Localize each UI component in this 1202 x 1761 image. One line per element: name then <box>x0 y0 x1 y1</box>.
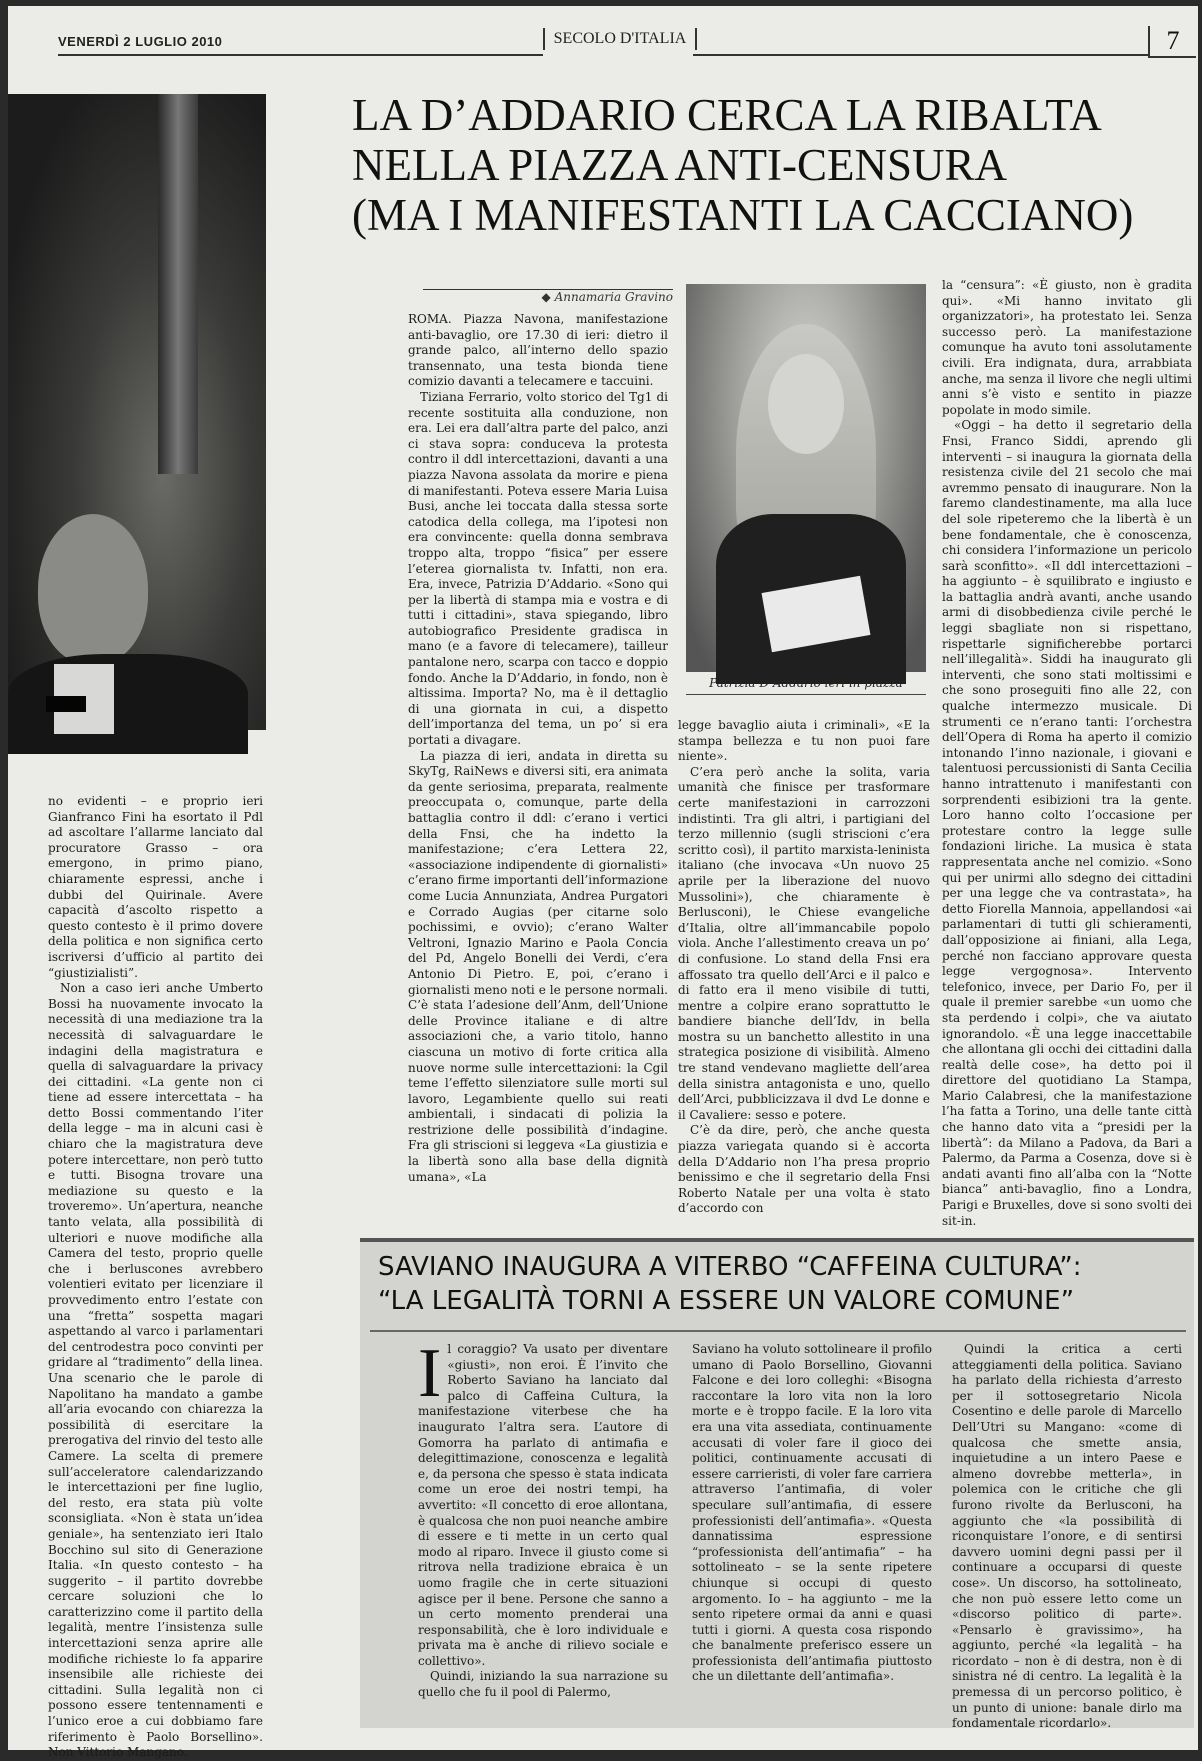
article-column-2 <box>678 718 930 1217</box>
paragraph: «Oggi – ha detto il segretario della Fnsi, Franco Siddi, aprendo gli interventi – si inaugura la giornata della resistenza civile del 21 secolo che mai avremmo pensato di inaugurare. Non la faremo clandestinamente, ma alla luce del sole ripeteremo che la libertà è un bene fondamentale, che è conoscenza, chi considera l’informazione un pericolo sarà sconfitto». «Il ddl intercettazioni – ha aggiunto – è squilibrato e ingiusto e la battaglia andrà avanti, anche usando armi di disobbedienza civile perché le leggi sbagliate non si rispettano, rispettarle significherebbe portarci nell’illegalità». Siddi ha inaugurato gli interventi, che sono stati moltissimi e che sono proseguiti fino alle 22, con qualche intermezzo musicale. Di strumenti ce n’erano tanti: l’orchestra dell’Opera di Roma ha aperto il comizio intonando l’inno nazionale, i giovani e talentuosi percussionisti di Santa Cecilia hanno intrattenuto i manifestanti con sorprendenti esibizioni tra la gente. Loro hanno colto l’occasione per protestare contro la legge sulle fondazioni liriche. La musica è stata rappresentata anche nel comizio. «Sono qui per unirmi allo sdegno dei cittadini per una legge che va contrastata», ha detto Fiorella Mannoia, appellandosi «ai parlamentari di tutti gli schieramenti, dall’opposizione ai finiani, alla Lega, perché non facciano approvare questa legge vergognosa». Intervento telefonico, invece, per Dario Fo, per il quale il premier sarebbe «un uomo che sta perdendo i colpi», che va aiutato ignorandolo. «È una legge inaccettabile che allontana gli occhi dei cittadini dalla realtà delle cose», ha detto poi il direttore del quotidiano La Stampa, Mario Calabresi, che la manifestazione l’ha fatta a Torino, una delle tante città che hanno dato vita a “presidi per la libertà”: da Milano a Padova, da Bari a Palermo, da Parma a Cosenza, dove si è andati avanti fino all’alba con la “Notte bianca” anti-bavaglio, fino a Londra, Parigi e Bruxelles, dove si sono svolti dei sit-in. <box>942 418 1192 1228</box>
paragraph: Saviano ha voluto sottolineare il profilo umano di Paolo Borsellino, Giovanni Falcone e dei loro colleghi: «Bisogna raccontare la loro vita non la loro morte e è troppo facile. E la loro vita era una vita assediata, continuamente accusati di voler fare il gioco dei politici, continuamente accusati di essere carrieristi, di voler fare carriera attraverso l’antimafia, di voler speculare sull’antimafia, di essere professionisti dell’antimafia». «Questa dannatissima espressione “professionista dell’antimafia” – ha sottolineato – se la sente ripetere chiunque si occupi di questo argomento. Io – ha aggiunto – me la sento ripetere ormai da anni e quasi tutti i giorni. A questa cosa rispondo che banalmente preferisco essere un professionista dell’antimafia piuttosto che un dilettante dell’antimafia». <box>692 1342 932 1684</box>
issue-date: VENERDÌ 2 LUGLIO 2010 <box>58 34 223 49</box>
paragraph: Quindi, iniziando la sua narrazione su quello che fu il pool di Palermo, <box>418 1669 668 1700</box>
side-article-column <box>48 794 263 1761</box>
box-column-1 <box>418 1335 668 1701</box>
newspaper-page <box>8 6 1198 1760</box>
paragraph: Quindi la critica a certi atteggiamenti della politica. Saviano ha parlato della richiesta d’arresto per il sottosegretario Nicola Cosentino e delle parole di Marcello Dell’Utri su Mangano: «come di qualcosa che smette ansia, inquietudine a un intero Paese e almeno dovrebbe metterla», in polemica con le critiche che gli furono rivolte da Berlusconi, ha aggiunto che «la possibilità di riconquistare l’onore, e di sentirsi davvero uomini degni passi per il continuare a occuparsi di queste cose». Un discorso, ha sottolineato, che non può essere letto come un «discorso politico di parte». «Pensarlo è gravissimo», ha aggiunto, perché «la legalità – ha ricordato – non è di destra, non è di sinistra né di centro. La legalità è la premessa di un percorso politico, è un punto di unione: banale dirlo ma fondamentale ricordarlo». <box>952 1342 1182 1731</box>
paragraph: Tiziana Ferrario, volto storico del Tg1 di recente sostituita alla conduzione, non era. Lei era dall’altra parte del palco, anzi ci stava sopra: conduceva la protesta contro il ddl intercettazioni, davanti a una piazza Navona assolata da morire e piena di manifestanti. Poteva essere Maria Luisa Busi, anche lei toccata dalla stessa sorte catodica della collega, ma l’ipotesi non era convincente: quella donna sembrava troppo alta, troppo “fisica” per essere l’eterea giornalista tv. Infatti, non era. Era, invece, Patrizia D’Addario. «Sono qui per la libertà di stampa mia e vostra e di tutti i cittadini», stava spiegando, libro autobiografico Presidente gradisca in mano (e a favore di telecamere), tailleur pantalone nero, scarpa con tacco e doppio fondo. Anche la D’Addario, in fondo, non è altissima. Importa? No, ma è il dettaglio di una giornata in cui, a dispetto dell’importanza del tema, un po’ si era portati a divagare. <box>408 389 668 748</box>
box-rule <box>370 1330 1186 1332</box>
paragraph: la “censura”: «È giusto, non è gradita qui». «Mi hanno invitato gli organizzatori», ha protestato lei. Senza successo però. La manifestazione comunque ha avuto toni assolutamente civili. Era indignata, dura, arrabbiata anche, ma senza il livore che negli ultimi anni s’è visto e sentito in piazze popolate in modo simile. <box>942 278 1192 417</box>
article-headline <box>352 90 1192 240</box>
patrizia-daddario-photo <box>686 284 926 672</box>
box-headline <box>378 1250 1178 1318</box>
paragraph: no evidenti – e proprio ieri Gianfranco Fini ha esortato il Pdl ad ascoltare l’allarme lanciato dal procuratore Grasso – ora emergono, in primo piano, chiaramente espressi, anche i dubbi del Quirinale. Avere capacità d’ascolto rispetto a questo contesto è il primo dovere della politica e non significa certo iscriversi d’ufficio al partito dei “giustizialisti”. <box>48 794 263 980</box>
paragraph: C’era però anche la solita, varia umanità che finisce per trasformare certe manifestazioni in carrozzoni indistinti. Tra gli altri, i partigiani del terzo millennio (sugli striscioni c’era scritto così), il partito marxista-leninista italiano (che invocava «Un nuovo 25 aprile per la liberazione del nuovo Mussolini»), che chiaramente è Berlusconi), le Chiese evangeliche d’Italia, oltre all’immancabile popolo viola. Anche l’allestimento creava un po’ di confusione. Lo stand della Fnsi era affossato tra quello dell’Arci e il palco e di fatto era il meno visibile di tutti, mentre a colpire erano soprattutto le bandiere bianche dell’Idv, in bella mostra su un banchetto allestito in una strategica posizione di visibilità. Almeno tre stand vendevano magliette dell’area della sinistra antagonista e uno, quello dell’Arci, pubblicizzava il dvd Le donne e il Cavaliere: sesso e potere. <box>678 764 930 1122</box>
article-column-1 <box>408 312 668 1185</box>
photo-caption: Patrizia D’Addario ieri in piazza <box>686 676 926 695</box>
dropcap: I <box>418 1335 442 1412</box>
paragraph: legge bavaglio aiuta i criminali», «E la stampa bellezza e tu non puoi fare niente». <box>678 718 930 764</box>
box-first-paragraph <box>418 1335 668 1669</box>
masthead-rule-right <box>693 54 1148 56</box>
box-headline-line: “LA LEGALITÀ TORNI A ESSERE UN VALORE COMUNE” <box>378 1286 1075 1316</box>
box-headline-line: SAVIANO INAUGURA A VITERBO “CAFFEINA CULTURA”: <box>378 1252 1082 1282</box>
article-column-3 <box>942 278 1192 1229</box>
man-in-tuxedo-photo <box>8 94 266 730</box>
page-number: 7 <box>1148 26 1196 58</box>
headline-line: NELLA PIAZZA ANTI-CENSURA <box>352 140 1007 190</box>
headline-line: LA D’ADDARIO CERCA LA RIBALTA <box>352 90 1102 140</box>
masthead-rule-left <box>58 54 543 56</box>
paragraph: La piazza di ieri, andata in diretta su SkyTg, RaiNews e diversi siti, era animata da gente seriosima, preparata, realmente preoccupata o, comunque, parte della battaglia contro il ddl: c’erano i vertici della Fnsi, che ha indetto la manifestazione; c’era Lettera 22, «associazione indipendente di giornalisti» c’erano firme importanti dell’informazione come Lucia Annunziata, Andrea Purgatori e Corrado Augias (per citarne solo pochissimi, e ovvio); c’erano Walter Veltroni, Ignazio Marino e Paola Concia del Pd, Angelo Bonelli dei Verdi, c’era Antonio Di Pietro. E, poi, c’erano i giornalisti meno noti e le persone normali. C’è stata l’adesione dell’Anm, dell’Unione delle Province italiane e di altre associazioni che, a vario titolo, hanno ciascuna un motivo di forte critica alla nuove norme sulle intercettazioni: la Cgil teme l’effetto silenziatore sulle morti sul lavoro, Legambiente quello sui reati ambientali, i sindacati di polizia la restrizione delle possibilità d’indagine. Fra gli striscioni si leggeva «La giustizia e la libertà sono alla base della dignità umana», «La <box>408 748 668 1184</box>
paragraph-text: l coraggio? Va usato per diventare «giusti», non eroi. È l’invito che Roberto Saviano ha lanciato dal palco di Caffeina Cultura, la manifestazione viterbese che ha inaugurato l’altra sera. L’autore di Gomorra ha parlato di antimafia e delegittimazione, conoscenza e legalità e, da persona che spesso è stata indicata come un eroe dei nostri tempi, ha avvertito: «Il concetto di eroe allontana, è qualcosa che non puoi neanche ambire di essere e ti mette in un certo qual modo al riparo. Invece il giusto come si ritrova nella tradizione ebraica è un uomo fragile che in certe situazioni agisce per il bene. Persone che sanno a un certo momento prenderai una responsabilità, che è loro individuale e privata ma è anche di rilievo sociale e collettivo». <box>418 1342 668 1668</box>
headline-line: (MA I MANIFESTANTI LA CACCIANO) <box>352 190 1134 240</box>
box-column-3 <box>952 1342 1182 1732</box>
paragraph: C’è da dire, però, che anche questa piazza variegata quando si è accorta della D’Addario non l’ha presa proprio benissimo e che il segretario della Fnsi Roberto Natale per una volta è stato d’accordo con <box>678 1123 930 1216</box>
byline: ◆ Annamaria Gravino <box>423 289 673 304</box>
box-column-2 <box>692 1342 932 1685</box>
newspaper-name: SECOLO D'ITALIA <box>543 28 697 50</box>
paragraph: ROMA. Piazza Navona, manifestazione anti-bavaglio, ore 17.30 di ieri: dietro il grande palco, all’interno dello spazio transennato, una testa bionda tiene comizio davanti a telecamere e taccuini. <box>408 312 668 389</box>
paragraph: Non a caso ieri anche Umberto Bossi ha nuovamente invocato la necessità di una mediazione tra la necessità di salvaguardare le indagini della magistratura e quella di salvaguardare la privacy dei cittadini. «La gente non ci tiene ad essere intercettata – ha detto Bossi commentando l’iter della legge – ma in alcuni casi è chiaro che la magistratura deve potere intercettare, non però tutto e tutti. Bisogna trovare una mediazione su questo e la troveremo». Un’apertura, neanche tanto velata, alla possibilità di ulteriori e nuove modifiche alla Camera del testo, proprio quelle che i berluscones avrebbero volentieri evitato per licenziare il provvedimento entro l’estate con una “fretta” sospetta magari aspettando al varco i parlamentari del centrodestra poco convinti per gridare al “tradimento” della linea. Una scenario che le parole di Napolitano ha mandato a gambe all’aria evocando con chiarezza la possibilità di esercitare la prerogativa del rinvio del testo alle Camere. La scelta di premere sull’acceleratore calendarizzando le intercettazioni per fine luglio, del resto, era stata più volte sconsigliata. «Non è stata un’idea geniale», ha sentenziato ieri Italo Bocchino sul sito di Generazione Italia. «In questo contesto – ha suggerito – il partito dovrebbe cercare soluzioni che lo caratterizzino come il partito della legalità, mentre l’insistenza sulle intercettazioni senza aprire alle modifiche richieste lo fa apparire insensibile alle richieste dei cittadini. Sulla legalità non ci possono essere tentennamenti e l’unico eroe a cui dobbiamo fare riferimento è Paolo Borsellino». Non Vittorio Mangano. <box>48 981 263 1760</box>
